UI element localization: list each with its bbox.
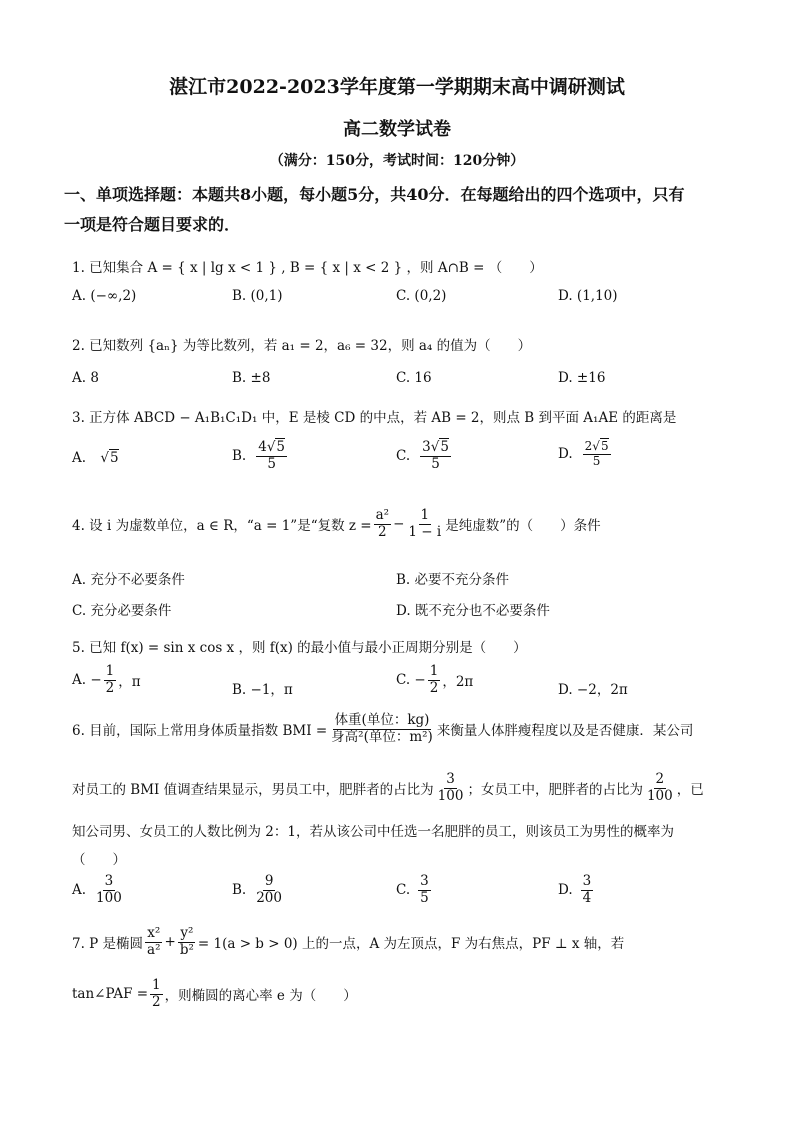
q3-option-b: B. $\frac{4√5}{5}$ (232, 439, 286, 472)
section-heading-line1: 一、单项选择题：本题共8小题，每小题5分，共40分．在每题给出的四个选项中，只有 (64, 185, 685, 204)
q3-option-d-label: D. (558, 446, 573, 463)
q1-option-a: A. (−∞,2) (72, 288, 137, 304)
q6-line2-pre: 对员工的 BMI 值调查结果显示，男员工中，肥胖者的占比为 (72, 782, 434, 799)
q4-pre: 4. 设 i 为虚数单位，a ∈ R，“a = 1”是“复数 z = (72, 518, 372, 535)
q2-option-d: D. ±16 (558, 370, 606, 386)
q3-option-a: A. √5 (72, 450, 119, 466)
q7-half-num: 1 (152, 977, 161, 993)
q1-option-c: C. (0,2) (396, 288, 447, 304)
q6-b-den: 200 (256, 889, 282, 906)
q1-option-b: B. (0,1) (232, 288, 283, 304)
q3-option-d: D. $\frac{2√5}{5}$ (558, 439, 609, 468)
q6-f2-num: 2 (655, 771, 665, 787)
q6-a-den: 100 (96, 889, 122, 906)
q6-pre: 6. 目前，国际上常用身体质量指数 BMI = (72, 723, 328, 740)
q3-d-den: 5 (592, 453, 601, 468)
q6-c-label: C. (396, 882, 411, 899)
q3-option-a-radicand: 5 (109, 450, 119, 466)
q4-option-d: D. 既不充分也不必要条件 (396, 603, 550, 619)
q2-option-c: C. 16 (396, 370, 432, 386)
q3-b-radicand: 5 (276, 439, 286, 455)
exam-info: （满分：150分，考试时间：120分钟） (269, 153, 525, 169)
q7-pre: 7. P 是椭圆 (72, 936, 144, 953)
q6-f1-den: 100 (437, 787, 464, 804)
q6-d-num: 3 (582, 873, 592, 889)
q6-d-label: D. (558, 882, 573, 899)
q4-option-a: A. 充分不必要条件 (72, 572, 185, 588)
q6-option-c (396, 874, 433, 906)
q6-b-label: B. (232, 882, 247, 899)
q7-post: = 1(a > b > 0) 上的一点，A 为左顶点，F 为右焦点，PF ⊥ x 轴，若 (197, 936, 625, 953)
q3-c-den: 5 (431, 455, 440, 472)
q5-a-post: ，π (118, 674, 141, 691)
q3-b-coef: 4 (258, 439, 267, 455)
q3-c-radicand: 5 (440, 439, 449, 455)
q4-minus: − (393, 516, 405, 533)
q5-a-num: 1 (105, 663, 115, 679)
q7-y-den: b² (179, 941, 194, 958)
q6-bmi-num: 体重(单位：kg) (334, 712, 430, 728)
q7-x-num: x² (147, 925, 161, 941)
q3-option-a-label: A. (72, 450, 87, 466)
q4-frac2-den: 1 − i (408, 523, 442, 540)
q3-d-radicand: 5 (600, 439, 609, 453)
q6-a-num: 3 (104, 873, 114, 889)
q7-half-den: 2 (152, 993, 161, 1010)
q5-option-d: D. −2，2π (558, 682, 628, 698)
question-1-text: 1. 已知集合 A = { x | lg x < 1 } , B = { x | x < 2 } ，则 A∩B = （ ） (72, 260, 543, 276)
q3-option-c-label: C. (396, 448, 411, 465)
q5-c-den: 2 (429, 679, 439, 696)
q6-f2-den: 100 (646, 787, 673, 804)
q5-a-den: 2 (105, 679, 115, 696)
q7-line2-pre: tan∠PAF = (72, 986, 149, 1003)
q3-d-coef: 2 (584, 439, 593, 453)
q6-bmi-den: 身高²(单位：m²) (331, 728, 433, 745)
q7-y-num: y² (180, 925, 194, 941)
q7-line2-post: ，则椭圆的离心率 e 为（ ） (164, 988, 357, 1005)
q4-post: 是纯虚数”的（ ）条件 (445, 518, 601, 535)
q5-a-label: A. − (72, 672, 102, 689)
q6-line2-mid: ；女员工中，肥胖者的占比为 (467, 782, 643, 799)
q3-c-coef: 3 (422, 439, 431, 455)
question-6-line4: （ ） (72, 852, 126, 868)
q5-c-post: ，2π (442, 674, 474, 691)
question-6-line3: 知公司男、女员工的人数比例为 2：1，若从该公司中任选一名肥胖的员工，则该员工为男性的概率为 (72, 824, 674, 840)
q5-c-num: 1 (429, 663, 439, 679)
q4-frac2-num: 1 (420, 507, 430, 523)
question-3-text: 3. 正方体 ABCD − A₁B₁C₁D₁ 中，E 是棱 CD 的中点，若 AB = 2，则点 B 到平面 A₁AE 的距离是 (72, 410, 677, 426)
q4-frac1-num: a² (375, 507, 390, 523)
q3-option-b-label: B. (232, 448, 247, 465)
q6-option-b (232, 874, 286, 906)
q5-option-a (72, 664, 141, 696)
q6-post: 来衡量人体胖瘦程度以及是否健康．某公司 (436, 723, 694, 740)
question-7-line1 (72, 926, 624, 958)
q6-d-den: 4 (582, 889, 592, 906)
q5-option-c (396, 664, 473, 696)
q3-b-den: 5 (267, 455, 276, 472)
q7-plus: + (164, 934, 176, 951)
q6-c-den: 5 (420, 889, 429, 906)
q4-option-b: B. 必要不充分条件 (396, 572, 510, 588)
q6-f1-num: 3 (446, 771, 455, 787)
q7-x-den: a² (147, 941, 161, 958)
q6-line2-post: ，已 (676, 782, 704, 799)
question-7-line2 (72, 978, 357, 1010)
q3-option-c: C. $\frac{3√5}{5}$ (396, 439, 449, 472)
q6-option-a (72, 874, 126, 906)
q6-a-label: A. (72, 882, 87, 899)
q5-option-b: B. −1，π (232, 682, 293, 698)
exam-subtitle: 高二数学试卷 (343, 119, 451, 140)
q4-frac1-den: 2 (378, 523, 387, 540)
q4-option-c: C. 充分必要条件 (72, 603, 172, 619)
question-6-line2 (72, 772, 704, 804)
q2-option-b: B. ±8 (232, 370, 271, 386)
q6-b-num: 9 (264, 873, 274, 889)
q2-option-a: A. 8 (72, 370, 99, 386)
question-6-line1 (72, 713, 693, 745)
q6-c-num: 3 (420, 873, 429, 889)
question-5-text: 5. 已知 f(x) = sin x cos x ，则 f(x) 的最小值与最小正周期分别是（ ） (72, 640, 527, 656)
question-4-text (72, 508, 601, 540)
section-heading-line2: 一项是符合题目要求的． (64, 215, 241, 234)
q5-c-label: C. − (396, 672, 426, 689)
question-2-text: 2. 已知数列 {aₙ} 为等比数列，若 a₁ = 2，a₆ = 32，则 a₄ 的值为（ ） (72, 338, 532, 354)
q1-option-d: D. (1,10) (558, 288, 618, 304)
exam-title: 湛江市2022-2023学年度第一学期期末高中调研测试 (169, 76, 625, 98)
q6-option-d (558, 874, 595, 906)
